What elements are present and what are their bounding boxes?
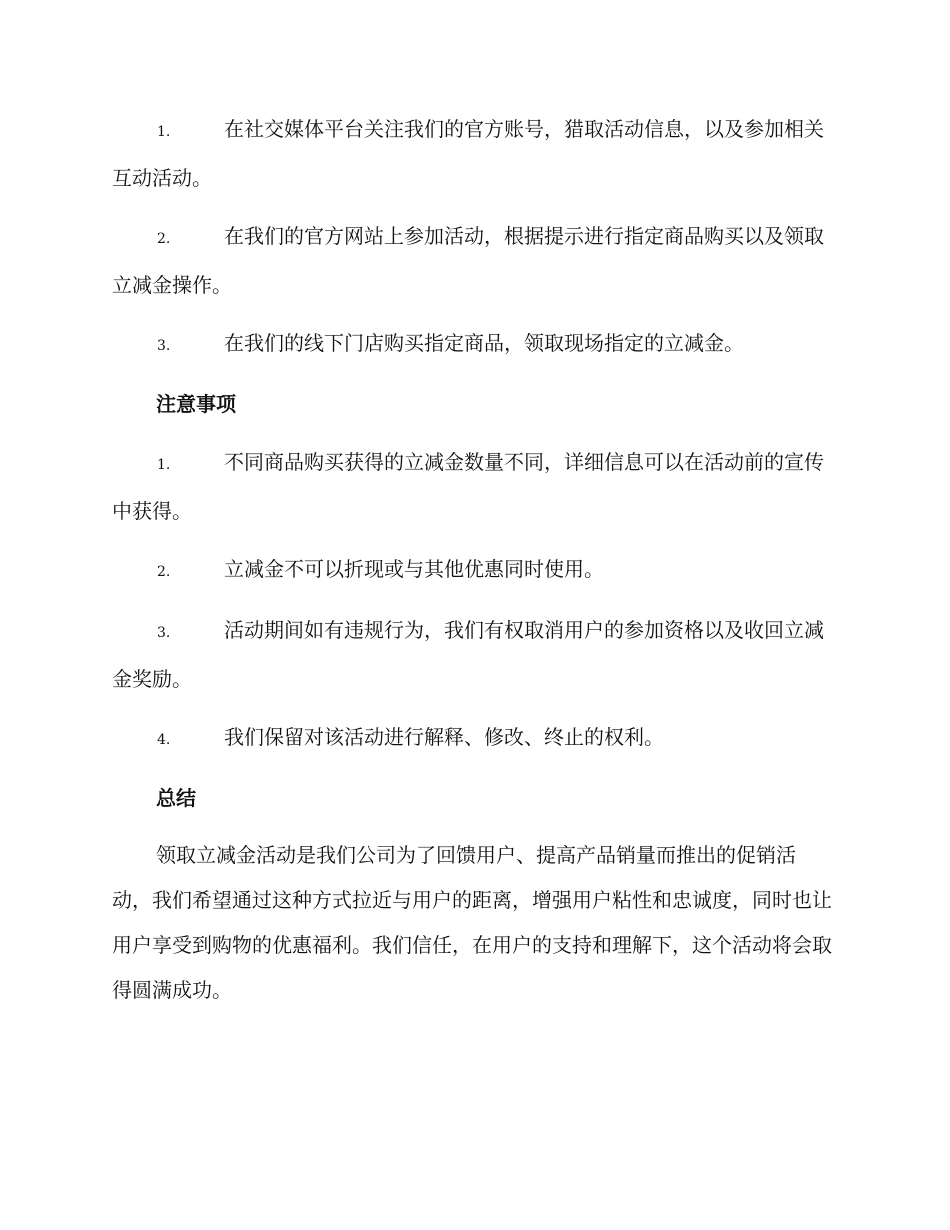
section-heading-notes: 注意事项 [156,392,236,416]
notes-list [112,439,834,763]
list-text: 不同商品购买获得的立减金数量不同，详细信息可以在活动前的宣传中获得。 [112,450,824,523]
list-number: 3. [157,338,171,354]
list-item [112,607,834,702]
list-text: 在我们的官方网站上参加活动，根据提示进行指定商品购买以及领取立减金操作。 [112,224,824,297]
list-number: 4. [157,732,171,748]
list-item [112,320,834,369]
list-text: 在我们的线下门店购买指定商品，领取现场指定的立减金。 [224,331,744,355]
list-item [112,439,834,534]
list-item [112,546,834,595]
list-text: 我们保留对该活动进行解释、修改、终止的权利。 [224,725,664,749]
list-number: 1. [157,457,171,473]
list-item [112,106,834,201]
list-number: 3. [157,625,171,641]
summary-paragraph: 领取立减金活动是我们公司为了回馈用户、提高产品销量而推出的促销活动，我们希望通过这种方式拉近与用户的距离，增强用户粘性和忠诚度，同时也让用户享受到购物的优惠福利。我们信任，在用户的支持和理解下，这个活动将会取得圆满成功。 [112,843,832,1002]
list-number: 2. [157,564,171,580]
section-heading-summary: 总结 [156,786,196,810]
list-text: 立减金不可以折现或与其他优惠同时使用。 [224,557,604,581]
document-page [112,106,834,1013]
list-number: 1. [157,124,171,140]
list-item [112,213,834,308]
list-text: 活动期间如有违规行为，我们有权取消用户的参加资格以及收回立减金奖励。 [112,618,824,691]
list-number: 2. [157,231,171,247]
participation-list [112,106,834,369]
list-text: 在社交媒体平台关注我们的官方账号，猎取活动信息，以及参加相关互动活动。 [112,117,824,190]
list-item [112,714,834,763]
